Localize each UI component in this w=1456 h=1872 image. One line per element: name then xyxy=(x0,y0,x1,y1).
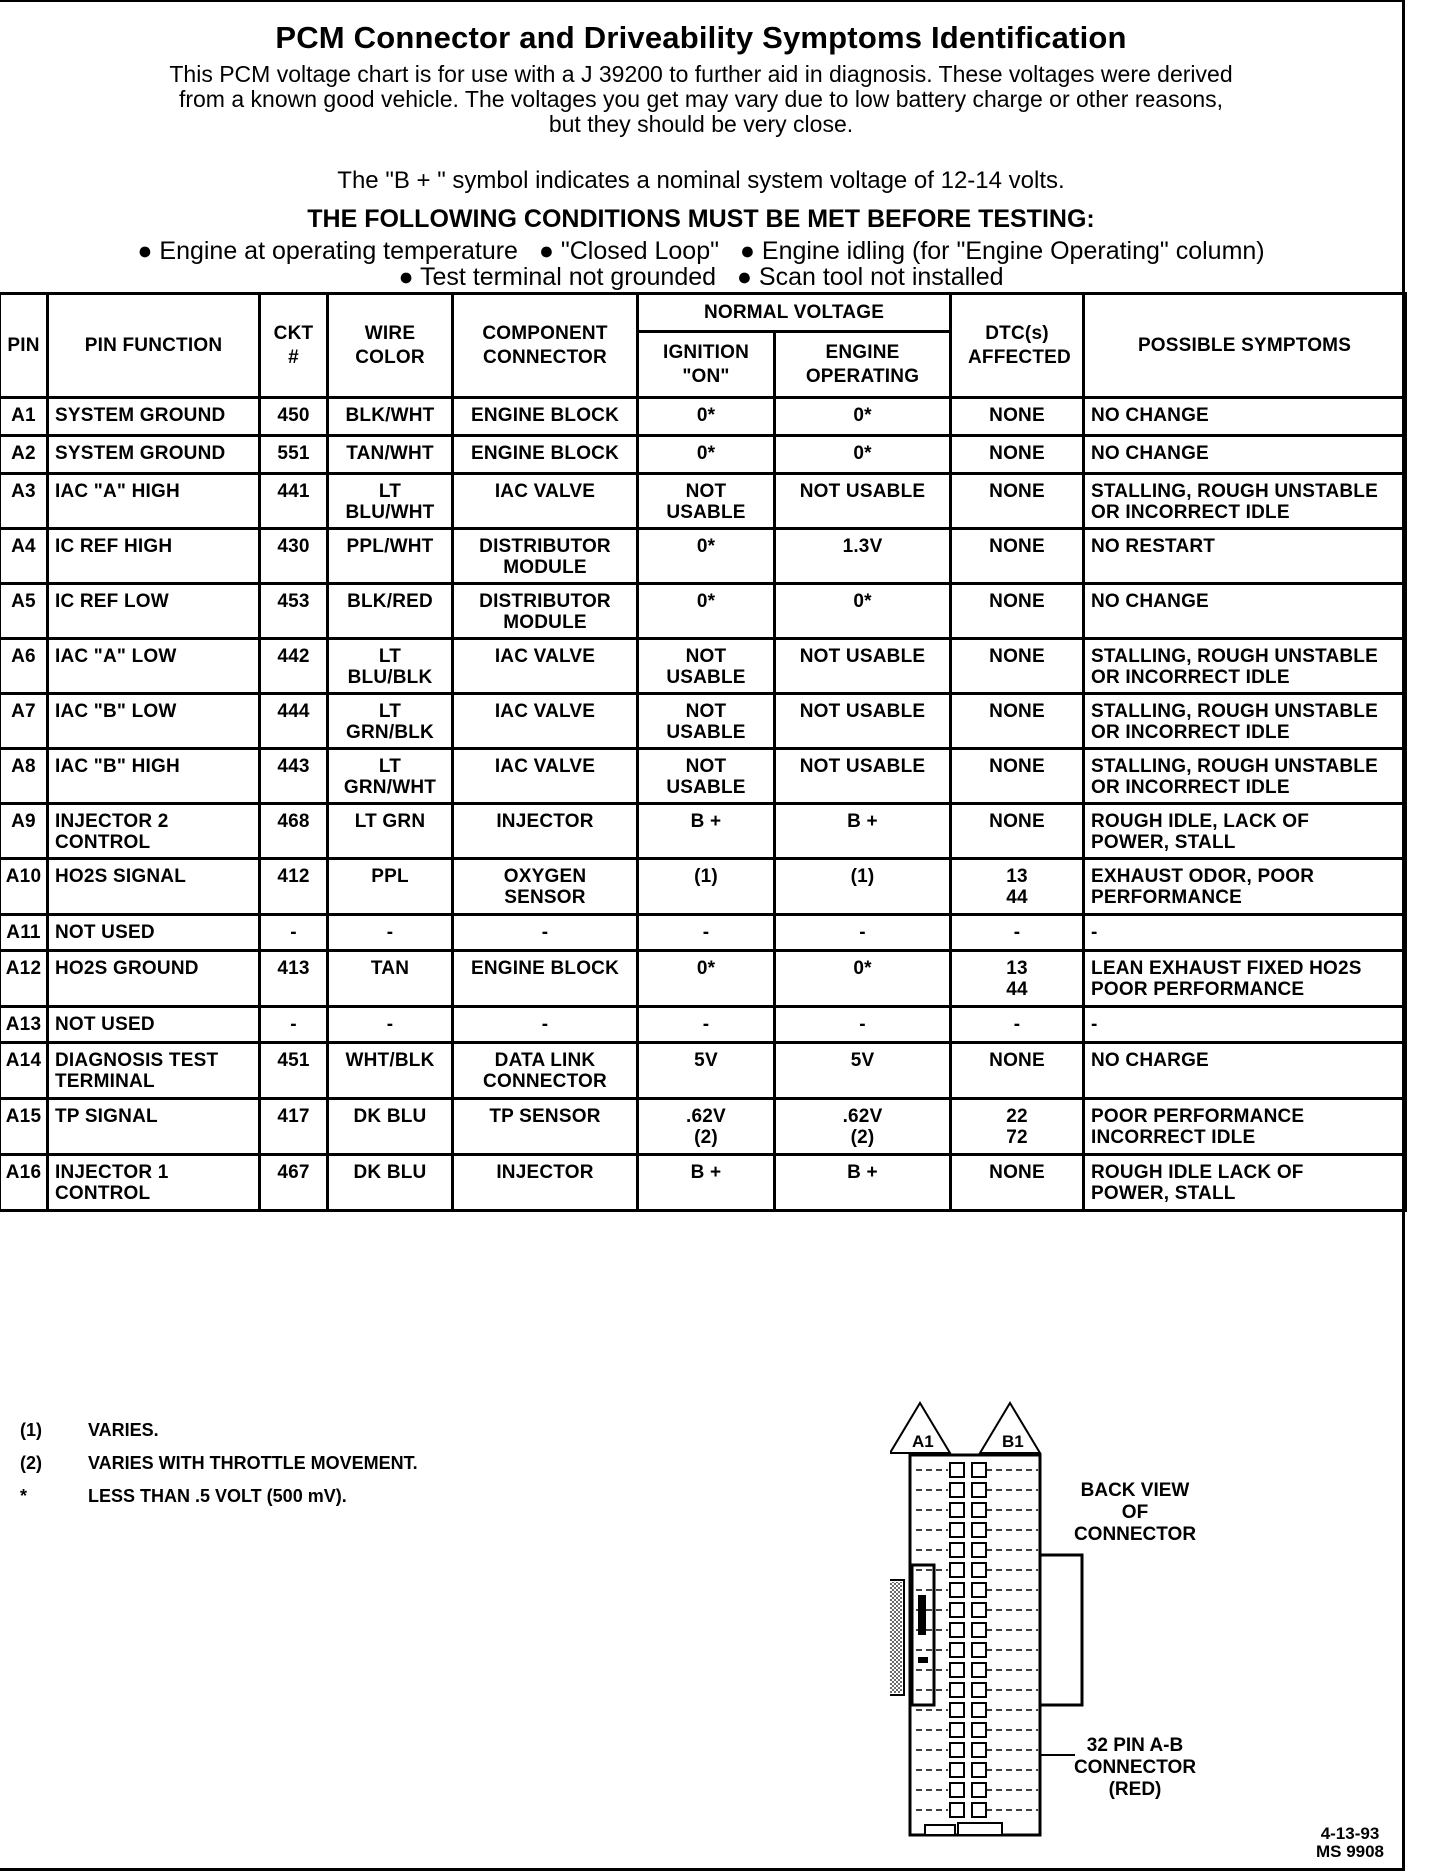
function-cell: HO2S SIGNAL xyxy=(48,859,260,915)
header-dtc: DTC(s) AFFECTED xyxy=(951,294,1084,398)
ckt-cell: 453 xyxy=(260,584,328,639)
symptoms-cell: POOR PERFORMANCE INCORRECT IDLE xyxy=(1084,1099,1406,1155)
component-cell: INJECTOR xyxy=(453,804,638,859)
dtc-cell: NONE xyxy=(951,694,1084,749)
function-cell: SYSTEM GROUND xyxy=(48,398,260,436)
footnote: (2) VARIES WITH THROTTLE MOVEMENT. xyxy=(20,1453,418,1473)
engine-voltage-cell: 0* xyxy=(775,398,951,436)
component-cell: DISTRIBUTOR MODULE xyxy=(453,584,638,639)
connector-cavity xyxy=(950,1623,964,1637)
ckt-cell: - xyxy=(260,1007,328,1043)
header-symptoms: POSSIBLE SYMPTOMS xyxy=(1084,294,1406,398)
header-engine-operating: ENGINE OPERATING xyxy=(775,332,951,398)
component-cell: ENGINE BLOCK xyxy=(453,398,638,436)
ignition-voltage-cell: .62V (2) xyxy=(638,1099,775,1155)
component-cell: DATA LINK CONNECTOR xyxy=(453,1043,638,1099)
table-row xyxy=(0,529,1406,584)
pin-cell: A2 xyxy=(0,436,48,474)
wire-color-cell: TAN xyxy=(328,951,453,1007)
connector-cavity xyxy=(972,1763,986,1777)
table-row xyxy=(0,694,1406,749)
table-row xyxy=(0,951,1406,1007)
function-cell: SYSTEM GROUND xyxy=(48,436,260,474)
ignition-voltage-cell: NOT USABLE xyxy=(638,749,775,804)
connector-cavity xyxy=(972,1563,986,1577)
function-cell: INJECTOR 1 CONTROL xyxy=(48,1155,260,1211)
dtc-cell: NONE xyxy=(951,398,1084,436)
symptoms-cell: - xyxy=(1084,915,1406,951)
engine-voltage-cell: - xyxy=(775,915,951,951)
engine-voltage-cell: NOT USABLE xyxy=(775,749,951,804)
table-row xyxy=(0,398,1406,436)
symptoms-cell: NO CHANGE xyxy=(1084,398,1406,436)
engine-voltage-cell: (1) xyxy=(775,859,951,915)
function-cell: IAC "A" LOW xyxy=(48,639,260,694)
ckt-cell: 467 xyxy=(260,1155,328,1211)
table-row xyxy=(0,1007,1406,1043)
symptoms-cell: ROUGH IDLE LACK OF POWER, STALL xyxy=(1084,1155,1406,1211)
b1-label: B1 xyxy=(1002,1432,1024,1451)
engine-voltage-cell: NOT USABLE xyxy=(775,694,951,749)
connector-cavity xyxy=(972,1463,986,1477)
header-normal-voltage: NORMAL VOLTAGE xyxy=(638,294,951,332)
pin-cell: A9 xyxy=(0,804,48,859)
dtc-cell: 13 44 xyxy=(951,951,1084,1007)
pcm-voltage-table xyxy=(0,292,1407,1212)
ignition-voltage-cell: NOT USABLE xyxy=(638,694,775,749)
connector-cavity xyxy=(950,1783,964,1797)
table-body xyxy=(0,398,1406,1211)
connector-cavity xyxy=(950,1543,964,1557)
ignition-voltage-cell: 0* xyxy=(638,398,775,436)
engine-voltage-cell: 1.3V xyxy=(775,529,951,584)
connector-cavity xyxy=(950,1563,964,1577)
connector-foot xyxy=(958,1823,1002,1835)
symptoms-cell: EXHAUST ODOR, POOR PERFORMANCE xyxy=(1084,859,1406,915)
page-title: PCM Connector and Driveability Symptoms Identification xyxy=(275,20,1127,55)
ignition-voltage-cell: 0* xyxy=(638,951,775,1007)
wire-color-cell: LT GRN/WHT xyxy=(328,749,453,804)
ckt-cell: - xyxy=(260,915,328,951)
component-cell: DISTRIBUTOR MODULE xyxy=(453,529,638,584)
ckt-cell: 430 xyxy=(260,529,328,584)
dtc-cell: NONE xyxy=(951,584,1084,639)
connector-cavity xyxy=(972,1663,986,1677)
engine-voltage-cell: NOT USABLE xyxy=(775,639,951,694)
condition-item: ● Engine idling (for "Engine Operating" column) xyxy=(739,237,1265,265)
table-row xyxy=(0,436,1406,474)
header-pin-function: PIN FUNCTION xyxy=(48,294,260,398)
condition-item: ● "Closed Loop" xyxy=(538,237,719,265)
ignition-voltage-cell: NOT USABLE xyxy=(638,474,775,529)
ignition-voltage-cell: B + xyxy=(638,804,775,859)
ignition-voltage-cell: 0* xyxy=(638,529,775,584)
symptoms-cell: NO RESTART xyxy=(1084,529,1406,584)
symptoms-cell: ROUGH IDLE, LACK OF POWER, STALL xyxy=(1084,804,1406,859)
connector-cavity xyxy=(950,1703,964,1717)
pin-cell: A15 xyxy=(0,1099,48,1155)
ckt-cell: 443 xyxy=(260,749,328,804)
dtc-cell: NONE xyxy=(951,529,1084,584)
function-cell: IAC "B" LOW xyxy=(48,694,260,749)
connector-cavity xyxy=(972,1643,986,1657)
bplus-note: The "B + " symbol indicates a nominal system voltage of 12-14 volts. xyxy=(337,167,1065,194)
table-row xyxy=(0,915,1406,951)
dtc-cell: - xyxy=(951,915,1084,951)
connector-cavity xyxy=(972,1623,986,1637)
function-cell: IC REF LOW xyxy=(48,584,260,639)
wire-color-cell: PPL xyxy=(328,859,453,915)
wire-color-cell: DK BLU xyxy=(328,1099,453,1155)
component-cell: IAC VALVE xyxy=(453,639,638,694)
pin-cell: A3 xyxy=(0,474,48,529)
lock-bar xyxy=(918,1595,926,1635)
connector-cavity xyxy=(950,1523,964,1537)
latch-texture xyxy=(890,1582,902,1693)
dtc-cell: NONE xyxy=(951,436,1084,474)
wire-color-cell: - xyxy=(328,1007,453,1043)
connector-cavity xyxy=(950,1803,964,1817)
wire-color-cell: BLK/RED xyxy=(328,584,453,639)
header xyxy=(0,10,1402,290)
connector-tab xyxy=(1040,1555,1082,1705)
symptoms-cell: STALLING, ROUGH UNSTABLE OR INCORRECT IDLE xyxy=(1084,749,1406,804)
engine-voltage-cell: 0* xyxy=(775,436,951,474)
pin-cell: A1 xyxy=(0,398,48,436)
engine-voltage-cell: 0* xyxy=(775,584,951,639)
ignition-voltage-cell: NOT USABLE xyxy=(638,639,775,694)
connector-cavity xyxy=(950,1483,964,1497)
ckt-cell: 441 xyxy=(260,474,328,529)
symptoms-cell: STALLING, ROUGH UNSTABLE OR INCORRECT IDLE xyxy=(1084,474,1406,529)
pin-cell: A7 xyxy=(0,694,48,749)
symptoms-cell: NO CHANGE xyxy=(1084,436,1406,474)
pin-cell: A11 xyxy=(0,915,48,951)
ckt-cell: 413 xyxy=(260,951,328,1007)
wire-color-cell: LT GRN xyxy=(328,804,453,859)
component-cell: ENGINE BLOCK xyxy=(453,436,638,474)
component-cell: OXYGEN SENSOR xyxy=(453,859,638,915)
wire-color-cell: WHT/BLK xyxy=(328,1043,453,1099)
a1-label: A1 xyxy=(912,1432,934,1451)
symptoms-cell: STALLING, ROUGH UNSTABLE OR INCORRECT IDLE xyxy=(1084,639,1406,694)
symptoms-cell: NO CHANGE xyxy=(1084,584,1406,639)
connector-cavity xyxy=(972,1603,986,1617)
connector-label: 32 PIN A-B CONNECTOR (RED) xyxy=(1073,1735,1197,1800)
table-row xyxy=(0,1155,1406,1211)
table-row xyxy=(0,1043,1406,1099)
engine-voltage-cell: NOT USABLE xyxy=(775,474,951,529)
intro-line-1: This PCM voltage chart is for use with a J 39200 to further aid in diagnosis. These voltages were derived xyxy=(169,61,1233,87)
header-ckt: CKT # xyxy=(260,294,328,398)
conditions-list xyxy=(0,238,1402,290)
engine-voltage-cell: B + xyxy=(775,1155,951,1211)
symptoms-cell: - xyxy=(1084,1007,1406,1043)
ignition-voltage-cell: B + xyxy=(638,1155,775,1211)
connector-cavity xyxy=(972,1523,986,1537)
wire-color-cell: LT GRN/BLK xyxy=(328,694,453,749)
footnote: * LESS THAN .5 VOLT (500 mV). xyxy=(20,1486,347,1506)
pin-cell: A6 xyxy=(0,639,48,694)
function-cell: IC REF HIGH xyxy=(48,529,260,584)
dtc-cell: NONE xyxy=(951,804,1084,859)
ckt-cell: 450 xyxy=(260,398,328,436)
engine-voltage-cell: 5V xyxy=(775,1043,951,1099)
table-row xyxy=(0,859,1406,915)
connector-cavity xyxy=(950,1723,964,1737)
condition-item: ● Scan tool not installed xyxy=(736,263,1004,291)
pin-cell: A5 xyxy=(0,584,48,639)
conditions-heading: THE FOLLOWING CONDITIONS MUST BE MET BEFORE TESTING: xyxy=(307,205,1095,233)
connector-cavity xyxy=(950,1603,964,1617)
component-cell: IAC VALVE xyxy=(453,749,638,804)
function-cell: NOT USED xyxy=(48,915,260,951)
connector-cavity xyxy=(950,1463,964,1477)
ckt-cell: 468 xyxy=(260,804,328,859)
condition-item: ● Engine at operating temperature xyxy=(137,237,518,265)
component-cell: IAC VALVE xyxy=(453,694,638,749)
connector-cavity xyxy=(972,1703,986,1717)
connector-cavity xyxy=(950,1763,964,1777)
pin-cell: A12 xyxy=(0,951,48,1007)
connector-cavity xyxy=(972,1743,986,1757)
ckt-cell: 551 xyxy=(260,436,328,474)
function-cell: IAC "A" HIGH xyxy=(48,474,260,529)
component-cell: TP SENSOR xyxy=(453,1099,638,1155)
wire-color-cell: LT BLU/BLK xyxy=(328,639,453,694)
pin-cell: A4 xyxy=(0,529,48,584)
pin-cell: A10 xyxy=(0,859,48,915)
footnotes xyxy=(20,1420,418,1519)
connector-cavity xyxy=(972,1583,986,1597)
ignition-voltage-cell: - xyxy=(638,1007,775,1043)
lock-dot xyxy=(918,1657,928,1663)
pin-cell: A14 xyxy=(0,1043,48,1099)
connector-cavity xyxy=(950,1663,964,1677)
header-wire-color: WIRE COLOR xyxy=(328,294,453,398)
header-pin: PIN xyxy=(0,294,48,398)
connector-diagram xyxy=(890,1395,1400,1861)
dtc-cell: NONE xyxy=(951,1043,1084,1099)
connector-cavity xyxy=(950,1643,964,1657)
ignition-voltage-cell: - xyxy=(638,915,775,951)
wire-color-cell: DK BLU xyxy=(328,1155,453,1211)
component-cell: INJECTOR xyxy=(453,1155,638,1211)
component-cell: - xyxy=(453,1007,638,1043)
wire-color-cell: - xyxy=(328,915,453,951)
ignition-voltage-cell: (1) xyxy=(638,859,775,915)
component-cell: IAC VALVE xyxy=(453,474,638,529)
ckt-cell: 417 xyxy=(260,1099,328,1155)
table-row xyxy=(0,749,1406,804)
engine-voltage-cell: - xyxy=(775,1007,951,1043)
wire-color-cell: LT BLU/WHT xyxy=(328,474,453,529)
ckt-cell: 442 xyxy=(260,639,328,694)
symptoms-cell: LEAN EXHAUST FIXED HO2S POOR PERFORMANCE xyxy=(1084,951,1406,1007)
engine-voltage-cell: .62V (2) xyxy=(775,1099,951,1155)
connector-cavity xyxy=(972,1503,986,1517)
engine-voltage-cell: 0* xyxy=(775,951,951,1007)
dtc-cell: NONE xyxy=(951,474,1084,529)
intro-line-2: from a known good vehicle. The voltages you get may vary due to low battery charge or other reasons, xyxy=(178,86,1224,112)
back-view-label: BACK VIEW OF CONNECTOR xyxy=(1073,1480,1197,1545)
symptoms-cell: STALLING, ROUGH UNSTABLE OR INCORRECT IDLE xyxy=(1084,694,1406,749)
ckt-cell: 444 xyxy=(260,694,328,749)
intro-line-3: but they should be very close. xyxy=(548,111,854,137)
connector-cavity xyxy=(972,1483,986,1497)
dtc-cell: 22 72 xyxy=(951,1099,1084,1155)
wire-color-cell: PPL/WHT xyxy=(328,529,453,584)
ignition-voltage-cell: 0* xyxy=(638,436,775,474)
condition-item: ● Test terminal not grounded xyxy=(398,263,717,291)
table-row xyxy=(0,1099,1406,1155)
intro-text xyxy=(40,62,1362,137)
header-ignition-on: IGNITION "ON" xyxy=(638,332,775,398)
connector-cavity xyxy=(950,1743,964,1757)
function-cell: IAC "B" HIGH xyxy=(48,749,260,804)
ignition-voltage-cell: 0* xyxy=(638,584,775,639)
table-row xyxy=(0,639,1406,694)
component-cell: - xyxy=(453,915,638,951)
dtc-cell: 13 44 xyxy=(951,859,1084,915)
pin-cell: A16 xyxy=(0,1155,48,1211)
pin-cell: A13 xyxy=(0,1007,48,1043)
dtc-cell: NONE xyxy=(951,1155,1084,1211)
dtc-cell: NONE xyxy=(951,749,1084,804)
connector-cavity xyxy=(950,1583,964,1597)
connector-cavity xyxy=(950,1683,964,1697)
connector-cavity xyxy=(972,1783,986,1797)
function-cell: NOT USED xyxy=(48,1007,260,1043)
wire-color-cell: BLK/WHT xyxy=(328,398,453,436)
footnote: (1) VARIES. xyxy=(20,1420,159,1440)
function-cell: INJECTOR 2 CONTROL xyxy=(48,804,260,859)
table-row xyxy=(0,474,1406,529)
pin-cell: A8 xyxy=(0,749,48,804)
function-cell: HO2S GROUND xyxy=(48,951,260,1007)
date-stamp: 4-13-93 MS 9908 xyxy=(1315,1824,1385,1861)
connector-cavity xyxy=(972,1683,986,1697)
ckt-cell: 412 xyxy=(260,859,328,915)
connector-cavity xyxy=(972,1723,986,1737)
ignition-voltage-cell: 5V xyxy=(638,1043,775,1099)
table-row xyxy=(0,804,1406,859)
ckt-cell: 451 xyxy=(260,1043,328,1099)
dtc-cell: NONE xyxy=(951,639,1084,694)
connector-foot xyxy=(925,1825,955,1835)
table-row xyxy=(0,584,1406,639)
header-component-connector: COMPONENT CONNECTOR xyxy=(453,294,638,398)
function-cell: TP SIGNAL xyxy=(48,1099,260,1155)
connector-cavity xyxy=(972,1543,986,1557)
dtc-cell: - xyxy=(951,1007,1084,1043)
connector-cavity xyxy=(950,1503,964,1517)
component-cell: ENGINE BLOCK xyxy=(453,951,638,1007)
function-cell: DIAGNOSIS TEST TERMINAL xyxy=(48,1043,260,1099)
wire-color-cell: TAN/WHT xyxy=(328,436,453,474)
engine-voltage-cell: B + xyxy=(775,804,951,859)
symptoms-cell: NO CHARGE xyxy=(1084,1043,1406,1099)
connector-cavity xyxy=(972,1803,986,1817)
